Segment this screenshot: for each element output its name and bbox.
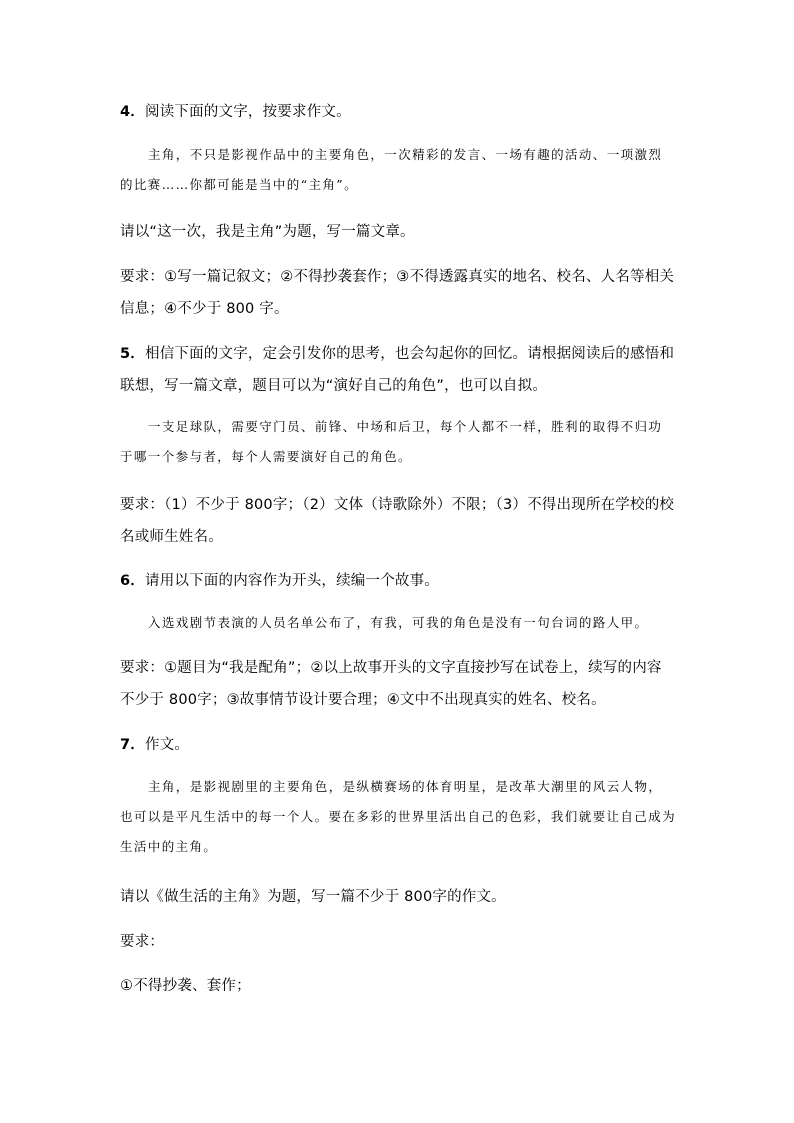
question-number: 4	[120, 104, 131, 120]
question-4-material: 主角，不只是影视作品中的主要角色，一次精彩的发言、一场有趣的活动、一项激烈的比赛……你都可能是当中的“主角”。	[120, 147, 663, 192]
question-number: 6	[120, 573, 131, 589]
question-6-requirement: 要求：①题目为“我是配角”；②以上故事开头的文字直接抄写在试卷上，续写的内容不少于 800字；③故事情节设计要合理；④文中不出现真实的姓名、校名。	[120, 660, 662, 708]
question-5-material: 一支足球队，需要守门员、前锋、中场和后卫，每个人都不一样，胜利的取得不归功于哪一个参与者，每个人需要演好自己的角色。	[120, 419, 663, 464]
question-4-task: 请以“这一次，我是主角”为题，写一篇文章。	[120, 224, 415, 240]
question-title: 相信下面的文字，定会引发你的思考，也会勾起你的回忆。请根据阅读后的感悟和联想，写一篇文章，题目可以为“演好自己的角色”，也可以自拟。	[120, 346, 675, 394]
question-7-task: 请以《做生活的主角》为题，写一篇不少于 800字的作文。	[120, 889, 506, 905]
question-7-material: 主角，是影视剧里的主要角色，是纵横赛场的体育明星，是改革大潮里的风云人物，也可以是平凡生活中的每一个人。要在多彩的世界里活出自己的色彩，我们就要让自己成为生活中的主角。	[120, 779, 677, 854]
question-number: 5	[120, 346, 131, 362]
question-5-prompt: 5．相信下面的文字，定会引发你的思考，也会勾起你的回忆。请根据阅读后的感悟和联想，写一篇文章，题目可以为“演好自己的角色”，也可以自拟。	[120, 346, 675, 394]
question-number: 7	[120, 737, 131, 753]
question-6-material: 入选戏剧节表演的人员名单公布了，有我，可我的角色是没有一句台词的路人甲。	[148, 615, 649, 630]
question-4-requirement: 要求：①写一篇记叙文；②不得抄袭套作；③不得透露真实的地名、校名、人名等相关信息；④不少于 800 字。	[120, 269, 675, 317]
question-title: 阅读下面的文字，按要求作文。	[145, 104, 351, 120]
question-5-requirement: 要求：（1）不少于 800字；（2）文体（诗歌除外）不限；（3）不得出现所在学校的校名或师生姓名。	[120, 497, 675, 545]
question-7-requirement-label: 要求：	[120, 934, 165, 950]
question-title: 作文。	[145, 737, 190, 753]
question-title: 请用以下面的内容作为开头，续编一个故事。	[145, 573, 439, 589]
question-6-prompt: 6．请用以下面的内容作为开头，续编一个故事。	[120, 573, 439, 589]
question-7-requirement-item-1: ①不得抄袭、套作；	[120, 978, 251, 994]
question-4-prompt: 4．阅读下面的文字，按要求作文。	[120, 104, 351, 120]
question-7-prompt: 7．作文。	[120, 737, 190, 753]
